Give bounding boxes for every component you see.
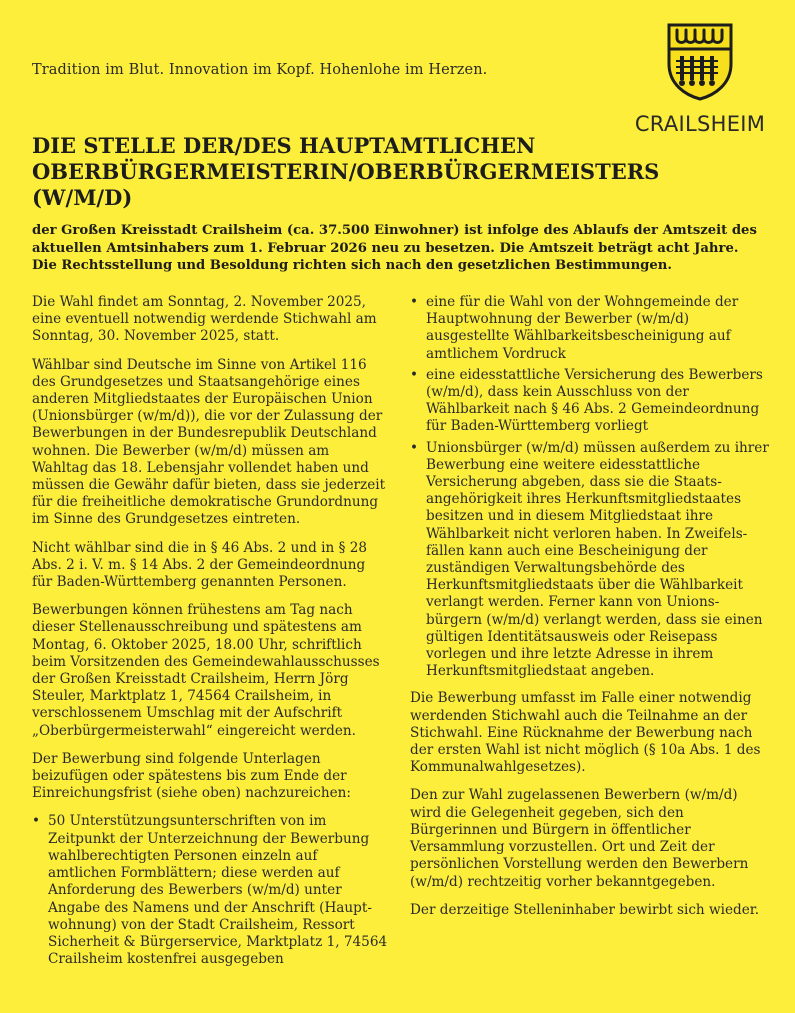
bullet-icon: • [410, 366, 419, 383]
left-column [32, 294, 388, 978]
bullet-icon: • [410, 439, 419, 456]
list-item [32, 813, 388, 968]
crailsheim-logo[interactable] [630, 22, 770, 137]
intro-text: der Großen Kreisstadt Crailsheim (ca. 37.500 Einwohner) ist infolge des Ablaufs der Amtszeit des aktuellen Amtsinhabers zum 1. Februar 2026 neu zu besetzen. Die Amtszeit beträgt acht Jahre. Die Rechtsstellung und Besoldung richten sich nach den gesetzlichen Bestimmungen. [32, 223, 757, 273]
presentation-paragraph: Den zur Wahl zugelassenen Bewerbern (w/m/d) wird die Gelegenheit gegeben, sich den Bürgerinnen und Bürgern in öffentlicher Versammlung vorzustellen. Ort und Zeit der persönlichen Vorstellung werden den Bewerbern (w/m/d) rechtzeitig vorher bekanntgegeben. [410, 787, 749, 890]
list-item-text: eine für die Wahl von der Wohngemeinde der Hauptwohnung der Bewerber (w/m/d) ausgestellte Wählbarkeitsbescheinigung auf amtlichem Vordruck [426, 294, 739, 362]
page-title: DIE STELLE DER/DES HAUPTAMTLICHEN OBERBÜRGERMEISTERIN/OBERBÜRGERMEISTERS (W/M/D) [32, 133, 660, 210]
election-date-paragraph: Die Wahl findet am Sonntag, 2. November 2025, eine eventuell notwendig werdende Stichwahl am Sonntag, 30. November 2025, statt. [32, 294, 377, 345]
right-column [410, 294, 770, 930]
runoff-paragraph: Die Bewerbung umfasst im Falle einer notwendig werdenden Stichwahl auch die Teilnahme an der Stichwahl. Eine Rücknahme der Bewerbung nach der ersten Wahl ist nicht möglich (§ 10a Abs. 1 des Kommunalwahlgesetzes). [410, 690, 761, 776]
documents-list [32, 813, 388, 968]
list-item [410, 367, 770, 436]
ineligibility-paragraph: Nicht wählbar sind die in § 46 Abs. 2 und in § 28 Abs. 2 i. V. m. § 14 Abs. 2 der Gemeindeordnung für Baden-Württemberg genannten Personen. [32, 539, 368, 591]
required-documents-paragraph: Der Bewerbung sind folgende Unterlagen beizufügen oder spätestens bis zum Ende der Einreichungsfrist (siehe oben) nachzureichen: [32, 750, 351, 802]
list-item-text: eine eidesstattliche Versicherung des Bewerbers (w/m/d), dass kein Ausschluss von der Wählbarkeit nach § 46 Abs. 2 Gemeindeordnung für Baden-Württemberg vorliegt [426, 366, 763, 435]
list-item [410, 440, 770, 681]
list-item [410, 294, 770, 363]
eligibility-paragraph: Wählbar sind Deutsche im Sinne von Artikel 116 des Grundgesetzes und Staatsangehörige eines anderen Mitgliedstaates der Europäischen Union (Unionsbürger (w/m/d)), die vor der Zulassung der Bewerbungen in der Bundesrepublik Deutschland wohnen. Die Bewerber (w/m/d) müssen am Wahltag das 18. Lebensjahr vollendet haben und müssen die Gewähr dafür bieten, dass sie jederzeit für die freiheitliche demokratische Grundordnung im Sinne des Grundgesetzes eintreten. [32, 356, 386, 528]
tagline: Tradition im Blut. Innovation im Kopf. Hohenlohe im Herzen. [32, 62, 488, 78]
bullet-icon: • [32, 813, 41, 830]
application-deadline-paragraph: Bewerbungen können frühestens am Tag nach dieser Stellenausschreibung und spätestens am Montag, 6. Oktober 2025, 18.00 Uhr, schriftlich beim Vorsitzenden des Gemeindewahlausschusses der Großen Kreisstadt Crailsheim, Herrn Jörg Steuler, Marktplatz 1, 74564 Crailsheim, in verschlossenem Umschlag mit der Aufschrift „Oberbürgermeisterwahl“ eingereicht werden. [32, 602, 380, 739]
incumbent-paragraph: Der derzeitige Stelleninhaber bewirbt sich wieder. [410, 901, 760, 918]
list-item-text: Unionsbürger (w/m/d) müssen außerdem zu ihrer Bewerbung eine weitere eidesstattliche Versicherung abgeben, dass sie die Staatsangehörigkeit ihres Herkunftsmitgliedstaates besitzen und in diesem Mitgliedstaat ihre Wählbarkeit nicht verloren haben. In Zweifelsfällen kann auch eine Bescheinigung der zuständigen Verwaltungsbehörde des Herkunftsmitgliedstaats über die Wählbarkeit verlangt werden. Ferner kann von Unionsbürgern (w/m/d) verlangt werden, dass sie einen gültigen Identitätsausweis oder Reisepass vorlegen und ihre letzte Adresse in ihrem Herkunftsmitgliedstaat angeben. [426, 439, 769, 680]
bullet-icon: • [410, 294, 419, 310]
documents-list-continued [410, 294, 770, 680]
crailsheim-coat-of-arms-icon [665, 22, 735, 102]
brand-name: CRAILSHEIM [634, 112, 766, 136]
list-item-text: 50 Unterstützungsunterschriften von im Zeitpunkt der Unterzeichnung der Bewerbung wahlberechtigten Personen einzeln auf amtlichen Formblättern; diese werden auf Anforderung des Bewerbers (w/m/d) unter Angabe des Namens und der Anschrift (Hauptwohnung) von der Stadt Crailsheim, Ressort Sicherheit & Bürgerservice, Marktplatz 1, 74564 Crailsheim kostenfrei ausgegeben [48, 813, 388, 968]
